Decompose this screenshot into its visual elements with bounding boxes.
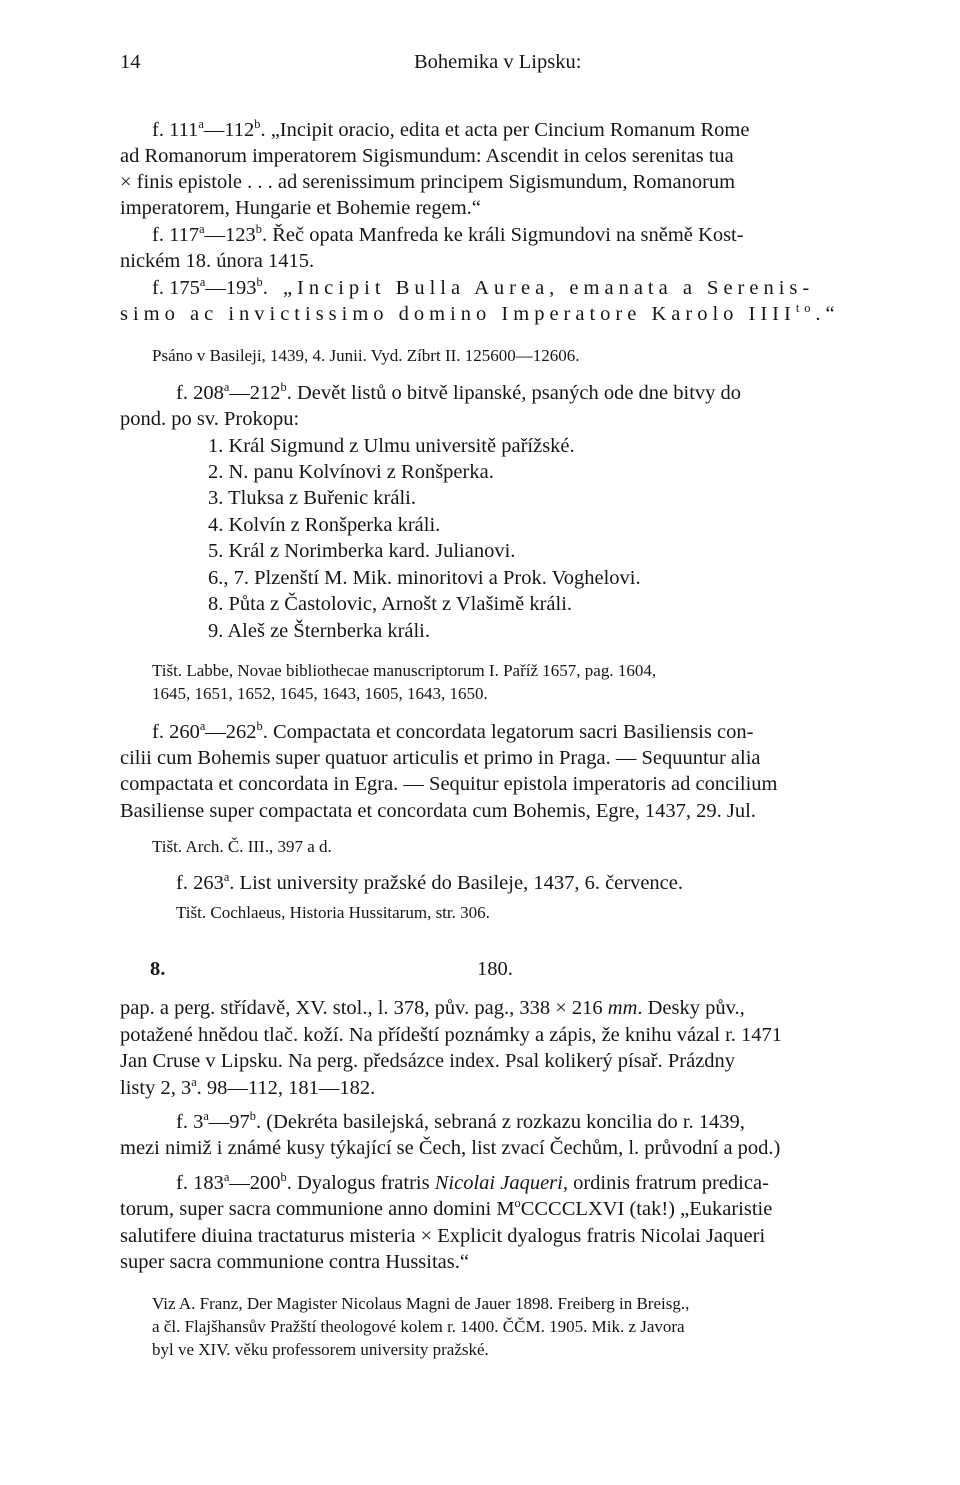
letter-item: 4. Kolvín z Ronšperka králi. — [208, 514, 441, 536]
entry-3-line-4: Basiliense super compactata et concordata cum Bohemis, Egre, 1437, 29. Jul. — [120, 800, 756, 822]
entry-2-line-2: pond. po sv. Prokopu: — [120, 408, 300, 430]
running-title: Bohemika v Lipsku: — [414, 51, 582, 73]
description-line-1: pap. a perg. střídavě, XV. stol., l. 378, pův. pag., 338 × 216 mm. Desky pův., — [120, 997, 745, 1019]
entry-1-line-5: f. 117$^a$—123$^b$. Řeč opata Manfreda ke králi Sigmundovi na sněmě Kost- — [152, 222, 744, 246]
section-shelfmark: 180. — [477, 958, 513, 980]
entry-4: f. 263$^a$. List university pražské do Basileje, 1437, 6. července. — [176, 870, 684, 894]
entry-1-line-8: simo ac invictissimo domino Imperatore Karolo $IIII^{to}.“$ — [120, 301, 840, 325]
entry-3-line-1: f. 260$^a$—262$^b$. Compactata et concordata legatorum sacri Basiliensis con- — [152, 719, 754, 743]
description-line-4: listy 2, 3$^a$. 98—112, 181—182. — [120, 1075, 376, 1099]
print-cochlaeus: Tišt. Cochlaeus, Historia Hussitarum, str. 306. — [176, 903, 490, 922]
page-number: 14 — [120, 51, 141, 73]
letter-item: 9. Aleš ze Šternberka králi. — [208, 620, 431, 642]
entry-1-line-2: ad Romanorum imperatorem Sigismundum: Ascendit in celos serenitas tua — [120, 145, 734, 167]
entry-3-line-3: compactata et concordata in Egra. — Sequitur epistola imperatoris ad concilium — [120, 773, 778, 795]
entry-5-line-2: mezi nimiž i známé kusy týkající se Čech, list zvací Čechům, l. průvodní a pod.) — [120, 1137, 781, 1159]
letter-item: 1. Král Sigmund z Ulmu universitě pařížské. — [208, 435, 575, 457]
entry-6-line-1: f. 183$^a$—200$^b$. Dyalogus fratris Nicolai Jaqueri, ordinis fratrum predica- — [176, 1170, 769, 1194]
entry-1-line-4: imperatorem, Hungarie et Bohemie regem.“ — [120, 197, 481, 219]
letter-item: 6., 7. Plzenští M. Mik. minoritovi a Prok. Voghelovi. — [208, 567, 641, 589]
print-labbe-line-2: 1645, 1651, 1652, 1645, 1643, 1605, 1643, 1650. — [152, 684, 488, 703]
letter-item: 2. N. panu Kolvínovi z Ronšperka. — [208, 461, 494, 483]
entry-2-line-1: f. 208$^a$—212$^b$. Devět listů o bitvě lipanské, psaných ode dne bitvy do — [176, 380, 742, 404]
entry-6-line-3: salutifere diuina tractaturus misteria × Explicit dyalogus fratris Nicolai Jaqueri — [120, 1225, 766, 1247]
reference-line-3: byl ve XIV. věku professorem university pražské. — [152, 1340, 489, 1359]
reference-line-1: Viz A. Franz, Der Magister Nicolaus Magni de Jauer 1898. Freiberg in Breisg., — [152, 1294, 690, 1313]
entry-1-line-3: × finis epistole . . . ad serenissimum principem Sigismundum, Romanorum — [120, 171, 736, 193]
entry-1-line-6: nickém 18. února 1415. — [120, 250, 315, 272]
entry-6-line-4: super sacra communione contra Hussitas.“ — [120, 1251, 469, 1273]
letter-item: 5. Král z Norimberka kard. Julianovi. — [208, 540, 516, 562]
entry-3-line-2: cilii cum Bohemis super quatuor articulis et primo in Praga. — Sequuntur alia — [120, 747, 761, 769]
letter-item: 8. Půta z Častolovic, Arnošt z Vlašimě králi. — [208, 593, 573, 615]
print-arch: Tišt. Arch. Č. III., 397 a d. — [152, 837, 332, 856]
entry-6-line-2: torum, super sacra communione anno domini $M^oCCCCLXVI$ (tak!) „Eukaristie — [120, 1196, 773, 1220]
reference-line-2: a čl. Flajšhansův Pražští theologové kolem r. 1400. ČČM. 1905. Mik. z Javora — [152, 1317, 685, 1336]
description-line-3: Jan Cruse v Lipsku. Na perg. předsázce index. Psal kolikerý písař. Prázdny — [120, 1050, 736, 1072]
note-written-basel: Psáno v Basileji, 1439, 4. Junii. Vyd. Zíbrt II. 125600—12606. — [152, 346, 580, 365]
section-number: 8. — [150, 958, 166, 980]
letter-item: 3. Tluksa z Buřenic králi. — [208, 487, 416, 509]
entry-1-line-7: f. 175$^a$—193$^b$. „Incipit Bulla Aurea, emanata a Serenis- — [152, 275, 815, 299]
entry-1-line-1: f. 111$^a$—112$^b$. „Incipit oracio, edita et acta per Cincium Romanum Rome — [152, 117, 750, 141]
print-labbe-line-1: Tišt. Labbe, Novae bibliothecae manuscriptorum I. Paříž 1657, pag. 1604, — [152, 661, 657, 680]
entry-5-line-1: f. 3$^a$—97$^b$. (Dekréta basilejská, sebraná z rozkazu koncilia do r. 1439, — [176, 1109, 745, 1133]
description-line-2: potažené hnědou tlač. koží. Na přídeští poznámky a zápis, že knihu vázal r. 1471 — [120, 1024, 783, 1046]
